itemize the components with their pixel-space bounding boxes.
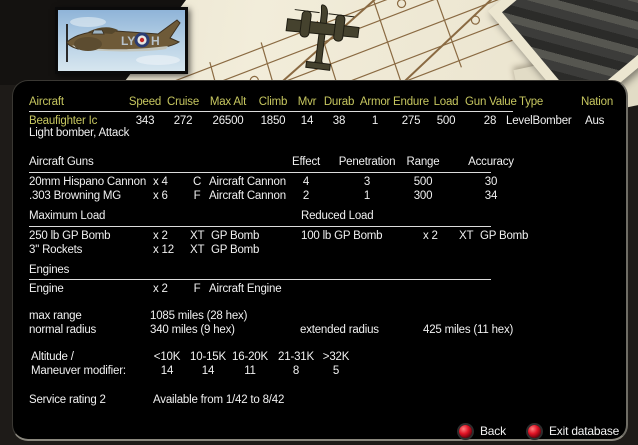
reduced-load-type: GP Bomb [480, 230, 529, 242]
reduced-load-count: x 2 [423, 230, 438, 242]
maneuver-modifier-label: Maneuver modifier: [31, 365, 126, 377]
stat-climb: 1850 [260, 115, 286, 127]
gun-row-accuracy: 34 [484, 190, 498, 202]
max-load-mount: XT [190, 230, 205, 242]
max-load-type: GP Bomb [211, 244, 260, 256]
altitude-band: >32K [322, 351, 350, 363]
gun-row-penetration: 3 [363, 176, 371, 188]
service-rating: Service rating 2 [29, 394, 106, 406]
engine-count: x 2 [153, 283, 168, 295]
stat-gun-value: 28 [483, 115, 497, 127]
max-load-name: 250 lb GP Bomb [29, 230, 111, 242]
col-header-load: Load [433, 96, 459, 108]
gun-row-type: Aircraft Cannon [209, 190, 286, 202]
stat-nation: Aus [585, 115, 605, 127]
col-header-gun-value: Gun Value [465, 96, 517, 108]
gun-row-name: 20mm Hispano Cannon [29, 176, 147, 188]
col-header-armor: Armor [359, 96, 391, 108]
exit-database-button-label: Exit database [549, 424, 620, 438]
exit-orb-icon [528, 425, 541, 438]
availability: Available from 1/42 to 8/42 [153, 394, 285, 406]
engine-name: Engine [29, 283, 64, 295]
gun-row-count: x 6 [153, 190, 168, 202]
aircraft-role: Light bomber, Attack [29, 127, 130, 139]
guns-col-accuracy: Accuracy [468, 156, 514, 168]
col-header-speed: Speed [128, 96, 162, 108]
squadron-code-right: H [151, 34, 160, 48]
max-load-count: x 2 [153, 230, 168, 242]
stat-armor: 1 [371, 115, 379, 127]
col-header-endure: Endure [393, 96, 429, 108]
loads-divider [29, 226, 491, 227]
guns-col-range: Range [406, 156, 440, 168]
col-header-nation: Nation [581, 96, 614, 108]
stat-durab: 38 [332, 115, 346, 127]
altitude-band: 21-31K [278, 351, 314, 363]
extended-radius-value: 425 miles (11 hex) [423, 324, 514, 336]
engines-section-title: Engines [29, 264, 70, 276]
reduced-load-title: Reduced Load [301, 210, 374, 222]
col-header-aircraft: Aircraft [29, 96, 64, 108]
guns-col-penetration: Penetration [338, 156, 396, 168]
altitude-band: <10K [153, 351, 181, 363]
stat-load: 500 [436, 115, 456, 127]
col-header-durab: Durab [323, 96, 355, 108]
altitude-band: 10-15K [190, 351, 226, 363]
max-load-name: 3" Rockets [29, 244, 83, 256]
aircraft-photo [55, 7, 188, 74]
engines-divider [29, 279, 491, 280]
gun-row-range: 500 [413, 176, 433, 188]
guns-divider [29, 172, 491, 173]
stat-max-alt: 26500 [212, 115, 244, 127]
stat-type: LevelBomber [506, 115, 572, 127]
gun-row-effect: 2 [302, 190, 310, 202]
reduced-load-mount: XT [459, 230, 474, 242]
back-orb-icon [459, 425, 472, 438]
col-header-mvr: Mvr [297, 96, 317, 108]
altitude-band: 16-20K [232, 351, 268, 363]
col-header-type: Type [519, 96, 544, 108]
maneuver-modifier: 11 [244, 365, 256, 377]
col-header-climb: Climb [258, 96, 288, 108]
header-art-band [0, 0, 638, 85]
gun-row-penetration: 1 [363, 190, 371, 202]
normal-radius-label: normal radius [29, 324, 97, 336]
col-header-max-alt: Max Alt [209, 96, 247, 108]
data-panel [12, 80, 628, 441]
gun-row-effect: 4 [302, 176, 310, 188]
engine-type: Aircraft Engine [209, 283, 282, 295]
aircraft-name: Beaufighter Ic [29, 115, 98, 127]
gun-row-mount: F [193, 190, 201, 202]
gun-row-accuracy: 30 [484, 176, 498, 188]
max-load-count: x 12 [153, 244, 174, 256]
guns-section-title: Aircraft Guns [29, 156, 94, 168]
engine-mount: F [193, 283, 201, 295]
stat-speed: 343 [135, 115, 155, 127]
exit-database-button[interactable] [528, 424, 619, 438]
back-button-label: Back [480, 424, 506, 438]
max-range-value: 1085 miles (28 hex) [150, 310, 248, 322]
back-button[interactable] [459, 424, 506, 438]
gun-row-type: Aircraft Cannon [209, 176, 286, 188]
max-load-type: GP Bomb [211, 230, 260, 242]
header-divider [29, 111, 513, 112]
max-load-title: Maximum Load [29, 210, 106, 222]
guns-col-effect: Effect [292, 156, 320, 168]
maneuver-modifier: 8 [292, 365, 300, 377]
top-view-plane-silhouette [279, 0, 364, 85]
stat-cruise: 272 [173, 115, 193, 127]
max-load-mount: XT [190, 244, 205, 256]
max-range-label: max range [29, 310, 82, 322]
col-header-cruise: Cruise [166, 96, 200, 108]
gun-row-range: 300 [413, 190, 433, 202]
gun-row-count: x 4 [153, 176, 168, 188]
maneuver-modifier: 14 [160, 365, 174, 377]
maneuver-modifier: 14 [201, 365, 215, 377]
altitude-label: Altitude / [31, 351, 74, 363]
squadron-code-left: LY [121, 34, 136, 48]
maneuver-modifier: 5 [332, 365, 340, 377]
gun-row-mount: C [192, 176, 202, 188]
reduced-load-name: 100 lb GP Bomb [301, 230, 383, 242]
extended-radius-label: extended radius [300, 324, 379, 336]
stat-endure: 275 [401, 115, 421, 127]
normal-radius-value: 340 miles (9 hex) [150, 324, 235, 336]
stat-mvr: 14 [300, 115, 314, 127]
gun-row-name: .303 Browning MG [29, 190, 122, 202]
